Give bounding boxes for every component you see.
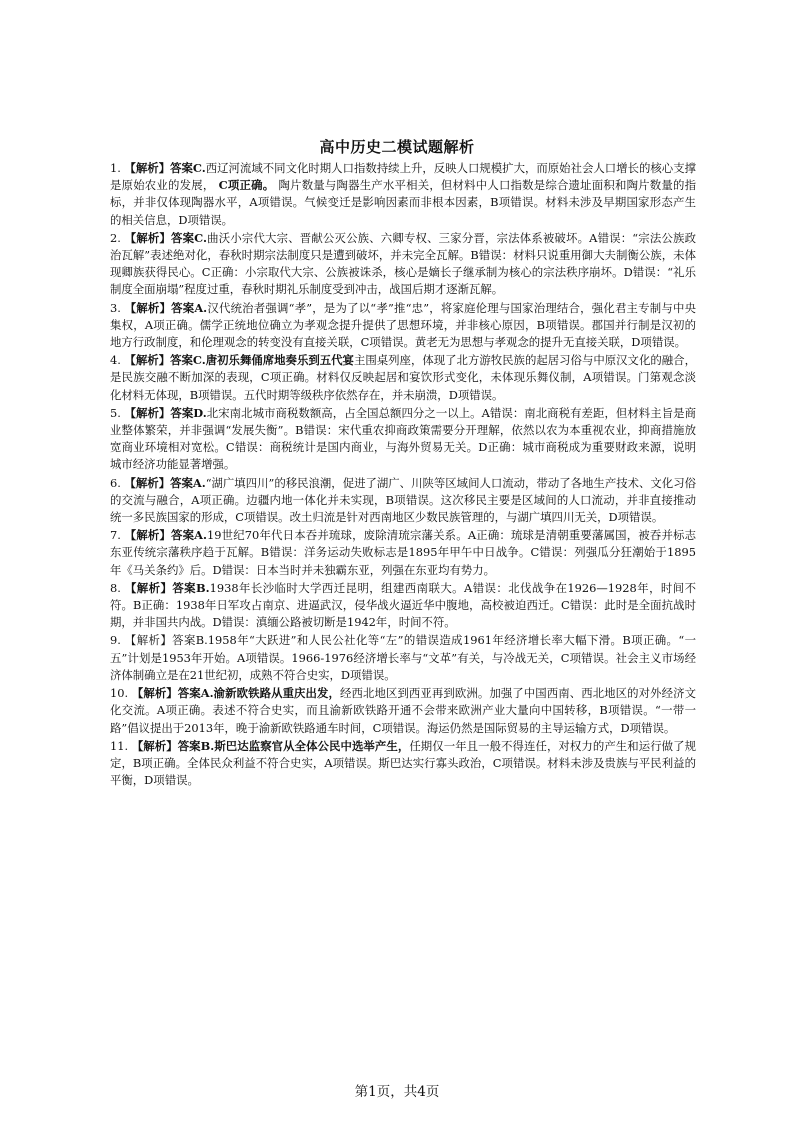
- bold-lead: 唐初乐舞俑席地奏乐到五代宴: [205, 353, 354, 368]
- answer-tag: 【解析】答案C.: [124, 353, 206, 368]
- answer-tag: 【解析】答案D.: [124, 405, 207, 420]
- answer-tag: 【解析】答案B.: [124, 580, 210, 595]
- analysis-item: [110, 685, 696, 737]
- analysis-item: [110, 160, 696, 229]
- correct-mark: C项正确。: [214, 178, 279, 193]
- item-text: 经西北地区到西亚再到欧洲。加强了中国西南、西北地区的对外经济文化交流。A项正确。表述不符合史实，而且渝新欧铁路开通不会带来欧洲产业大量向中国转移，B项错误。“一带一路”倡议提出于2013年，晚于渝新欧铁路通车时间，C项错误。海运仍然是国际贸易的主导运输方式，D项错误。: [110, 686, 696, 735]
- item-text: 任期仅一年且一般不得连任，对权力的产生和运行做了规定，B项正确。全体民众利益不符合史实，A项错误。斯巴达实行寡头政治，C项错误。材料未涉及贵族与平民利益的平衡，D项错误。: [110, 738, 696, 788]
- analysis-item: [110, 580, 696, 632]
- item-number: 8.: [110, 580, 125, 595]
- item-tail: 陶片数量与陶器生产水平相关，但材料中人口指数是综合遗址面积和陶片数量的指标，并非仅体现陶器水平，A项错误。气候变迁是影响因素而非根本因素，B项错误。材料未涉及早期国家形态产生的相关信息，D项错误。: [110, 178, 696, 227]
- item-number: 5.: [110, 405, 125, 420]
- analysis-item: [110, 352, 696, 404]
- item-number: 1.: [110, 161, 125, 175]
- item-text: 19世纪70年代日本吞并琉球，废除清琉宗藩关系。A正确：琉球是清朝重要藩属国，被吞并标志东亚传统宗藩秩序趋于瓦解。B错误：洋务运动失败标志是1895年甲午中日战争。C错误：列强瓜分狂潮始于1895年《马关条约》后。D错误：日本当时并未独霸东亚，列强在东亚均有势力。: [110, 528, 696, 577]
- item-number: 3.: [110, 300, 125, 315]
- page-footer: 第1页，共4页: [354, 1084, 440, 1100]
- answer-tag: 【解析】答案A.: [124, 300, 208, 315]
- analysis-item: [110, 527, 696, 579]
- analysis-item: [110, 632, 696, 684]
- analysis-list: [110, 160, 696, 790]
- answer-tag: 【解析】答案A.: [124, 475, 206, 490]
- bold-lead: 斯巴达监察官从全体公民中选举产生，: [214, 738, 410, 753]
- item-text: 曲沃小宗代大宗、晋献公灭公族、六卿专权、三家分晋，宗法体系被破坏。A错误：“宗法公族政治瓦解”表述绝对化，春秋时期宗法制度只是遭到破坏，并未完全瓦解。B错误：材料只说重用御大夫制衡公族，未体现卿族获得民心。C正确：小宗取代大宗、公族被诛杀，核心是嫡长子继承制为核心的宗法秩序崩坏。D错误：“礼乐制度全面崩塌”程度过重，春秋时期礼乐制度受到冲击，战国后期才逐渐瓦解。: [110, 230, 696, 297]
- answer-tag: 【解析】答案A.: [124, 528, 207, 543]
- analysis-item: [110, 738, 696, 790]
- item-text: 1938年长沙临时大学西迁昆明，组建西南联大。A错误：北伐战争在1926—1928年，时间不符。B正确：1938年日军攻占南京、进逼武汉，侵华战火逼近华中腹地，高校被迫西迁。C错误：此时是全面抗战时期，并非国共内战。D错误：滇缅公路被切断是1942年，时间不符。: [110, 580, 696, 630]
- item-number: 6.: [110, 475, 125, 490]
- item-number: 7.: [110, 528, 125, 543]
- item-number: 10.: [110, 686, 132, 701]
- bold-lead: 渝新欧铁路从重庆出发，: [213, 686, 341, 701]
- item-text: 北宋南北城市商税数额高，占全国总额四分之一以上。A错误：南北商税有差距，但材料主旨是商业整体繁荣，并非强调“发展失衡”。B错误：宋代重农抑商政策需要分开理解，依然以农为本重视农业，抑商措施放宽商业环境相对宽松。C错误：商税统计是国内商业，与海外贸易无关。D正确：城市商税成为重要财政来源，说明城市经济功能显著增强。: [110, 405, 697, 472]
- page-title: 高中历史二模试题解析: [319, 138, 475, 156]
- item-number: 9.: [110, 633, 125, 648]
- answer-tag: 【解析】答案A.: [131, 686, 214, 701]
- item-text: 西辽河流域不同文化时期人口指数持续上升，反映人口规模扩大，而原始社会人口增长的核心支撑是原始农业的发展，: [110, 161, 696, 193]
- item-text: 汉代统治者强调“孝”，是为了以“孝”推“忠”，将家庭伦理与国家治理结合，强化君主专制与中央集权，A项正确。儒学正统地位确立为孝观念提升提供了思想环境，并非核心原因，B项错误。郡国并行制是汉初的地方行政制度，和伦理观念的转变没有直接关联，C项错误。黄老无为思想与孝观念的提升无直接关联，D项错误。: [110, 300, 696, 350]
- analysis-item: [110, 405, 696, 474]
- answer-tag: 【解析】答案C.: [124, 230, 207, 245]
- analysis-item: [110, 300, 696, 352]
- item-number: 2.: [110, 230, 125, 245]
- answer-tag: 【解析】答案C.: [124, 161, 206, 175]
- analysis-item: [110, 230, 696, 299]
- item-number: 4.: [110, 353, 125, 368]
- item-text: 【解析】答案B.1958年“大跃进”和人民公社化等“左”的错误造成1961年经济增长率大幅下滑。B项正确。“一五”计划是1953年开始。A项错误。1966-1976经济增长率与“文革”有关，与冷战无关，C项错误。社会主义市场经济体制确立是在21世纪初，成熟不符合史实，D项错误。: [110, 633, 696, 682]
- answer-tag: 【解析】答案B.: [131, 738, 215, 753]
- item-number: 11.: [110, 738, 132, 753]
- analysis-item: [110, 475, 696, 527]
- item-text: 主围桌列座，体现了北方游牧民族的起居习俗与中原汉文化的融合，是民族交融不断加深的表现，C项正确。材料仅反映起居和宴饮形式变化，未体现乐舞仪制，A项错误。门第观念淡化材料无体现，B项错误。五代时期等级秩序依然存在，并未崩溃，D项错误。: [110, 353, 696, 402]
- item-text: “湖广填四川”的移民浪潮，促进了湖广、川陕等区域间人口流动，带动了各地生产技术、文化习俗的交流与融合，A项正确。边疆内地一体化并未实现，B项错误。这次移民主要是区域间的人口流动，并非直接推动统一多民族国家的形成，C项错误。改土归流是针对西南地区少数民族管理的，与湖广填四川无关，D项错误。: [110, 475, 696, 525]
